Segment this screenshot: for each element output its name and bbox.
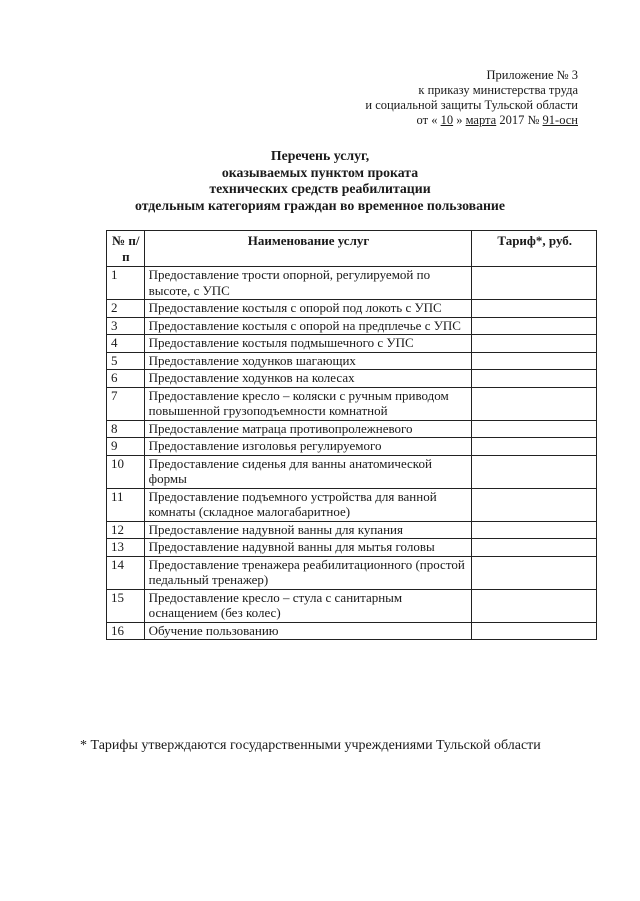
service-name: Предоставление костыля с опорой под локоть с УПС [144,300,472,318]
appendix-line: к приказу министерства труда [418,83,578,97]
row-number: 10 [107,455,145,488]
service-name: Предоставление ходунков на колесах [144,370,472,388]
table-row [107,300,597,318]
tariff-cell [472,539,597,557]
title-line: технических средств реабилитации [209,181,431,196]
tariff-cell [472,589,597,622]
order-number: 91-осн [542,113,578,127]
service-name: Предоставление изголовья регулируемого [144,438,472,456]
table-row [107,521,597,539]
table-row [107,370,597,388]
table-row [107,420,597,438]
table-row [107,539,597,557]
table-header-row [107,231,597,267]
row-number: 2 [107,300,145,318]
row-number: 14 [107,556,145,589]
table-body [107,267,597,640]
appendix-line: Приложение № 3 [486,68,578,82]
date-prefix: от « [416,113,438,127]
tariff-cell [472,455,597,488]
row-number: 5 [107,352,145,370]
tariff-cell [472,488,597,521]
table-row [107,589,597,622]
tariff-cell [472,267,597,300]
title-line: Перечень услуг, [270,148,370,163]
services-table [106,230,597,640]
date-year: 2017 № [499,113,540,127]
document-title [0,148,640,214]
table-row [107,387,597,420]
tariff-cell [472,300,597,318]
service-name: Предоставление костыля подмышечного с УПС [144,335,472,353]
row-number: 13 [107,539,145,557]
row-number: 8 [107,420,145,438]
footnote: * Тарифы утверждаются государственными учреждениями Тульской области [80,738,541,753]
row-number: 4 [107,335,145,353]
service-name: Предоставление надувной ванны для купания [144,521,472,539]
tariff-cell [472,387,597,420]
table-row [107,556,597,589]
row-number: 6 [107,370,145,388]
tariff-cell [472,317,597,335]
appendix-date [365,113,578,128]
table-row [107,438,597,456]
date-mid: » [456,113,463,127]
table-row [107,267,597,300]
service-name: Предоставление сиденья для ванны анатомической формы [144,455,472,488]
service-name: Предоставление кресло – стула с санитарным оснащением (без колес) [144,589,472,622]
row-number: 11 [107,488,145,521]
service-name: Предоставление подъемного устройства для ванной комнаты (складное малогабаритное) [144,488,472,521]
tariff-cell [472,335,597,353]
date-month: марта [465,113,497,127]
row-number: 9 [107,438,145,456]
table-row [107,352,597,370]
title-line: оказываемых пунктом проката [221,164,419,180]
table-row [107,455,597,488]
header-num: № п/п [107,231,145,267]
row-number: 16 [107,622,145,640]
service-name: Обучение пользованию [144,622,472,640]
appendix-line: и социальной защиты Тульской области [365,98,578,112]
row-number: 12 [107,521,145,539]
table-row [107,317,597,335]
service-name: Предоставление костыля с опорой на предплечье с УПС [144,317,472,335]
row-number: 1 [107,267,145,300]
service-name: Предоставление надувной ванны для мытья головы [144,539,472,557]
date-day: 10 [440,113,454,127]
title-line: отдельным категориям граждан во временное пользование [134,197,505,213]
tariff-cell [472,521,597,539]
service-name: Предоставление тренажера реабилитационного (простой педальный тренажер) [144,556,472,589]
tariff-cell [472,370,597,388]
tariff-cell [472,438,597,456]
table-row [107,335,597,353]
header-name: Наименование услуг [144,231,472,267]
tariff-cell [472,420,597,438]
service-name: Предоставление матраца противопролежневого [144,420,472,438]
service-name: Предоставление ходунков шагающих [144,352,472,370]
tariff-cell [472,556,597,589]
row-number: 15 [107,589,145,622]
row-number: 7 [107,387,145,420]
service-name: Предоставление трости опорной, регулируемой по высоте, с УПС [144,267,472,300]
service-name: Предоставление кресло – коляски с ручным приводом повышенной грузоподъемности комнатной [144,387,472,420]
table-row [107,488,597,521]
tariff-cell [472,352,597,370]
appendix-header [365,68,578,128]
header-tariff: Тариф*, руб. [472,231,597,267]
table-row [107,622,597,640]
row-number: 3 [107,317,145,335]
tariff-cell [472,622,597,640]
